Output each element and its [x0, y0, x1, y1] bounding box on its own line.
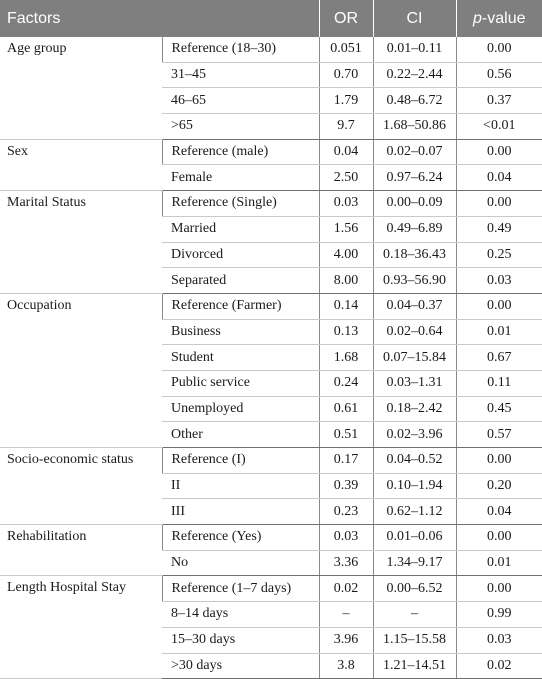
or-cell: 2.50 — [319, 165, 373, 191]
header-p-italic: p — [473, 9, 482, 27]
or-cell: – — [319, 602, 373, 628]
table-row — [0, 448, 542, 474]
subgroup-cell: Reference (Single) — [162, 191, 319, 217]
subgroup-cell: Married — [162, 216, 319, 242]
subgroup-cell: Reference (18–30) — [162, 37, 319, 62]
subgroup-cell: Reference (1–7 days) — [162, 576, 319, 602]
subgroup-cell: III — [162, 499, 319, 525]
p-value-cell: 0.01 — [456, 550, 542, 576]
subgroup-cell: >30 days — [162, 653, 319, 679]
subgroup-cell: Separated — [162, 268, 319, 294]
factor-cell: Rehabilitation — [0, 525, 162, 576]
ci-cell: 0.04–0.52 — [373, 448, 456, 474]
p-value-cell: 0.03 — [456, 627, 542, 653]
subgroup-cell: Reference (male) — [162, 139, 319, 165]
header-p-value — [456, 0, 542, 37]
ci-cell: 0.10–1.94 — [373, 473, 456, 499]
or-cell: 0.051 — [319, 37, 373, 62]
p-value-cell: 0.11 — [456, 370, 542, 396]
p-value-cell: 0.57 — [456, 422, 542, 448]
p-value-cell: 0.00 — [456, 37, 542, 62]
p-value-cell: 0.99 — [456, 602, 542, 628]
factor-cell: Age group — [0, 37, 162, 139]
ci-cell: 0.62–1.12 — [373, 499, 456, 525]
p-value-cell: 0.02 — [456, 653, 542, 679]
subgroup-cell: >65 — [162, 114, 319, 140]
table-row — [0, 139, 542, 165]
or-cell: 3.8 — [319, 653, 373, 679]
factor-cell: Occupation — [0, 293, 162, 447]
ci-cell: 0.07–15.84 — [373, 345, 456, 371]
subgroup-cell: Public service — [162, 370, 319, 396]
p-value-cell: 0.00 — [456, 576, 542, 602]
ci-cell: 0.49–6.89 — [373, 216, 456, 242]
p-value-cell: 0.67 — [456, 345, 542, 371]
ci-cell: 0.01–0.11 — [373, 37, 456, 62]
subgroup-cell: 46–65 — [162, 88, 319, 114]
factor-cell: Marital Status — [0, 191, 162, 294]
or-cell: 0.02 — [319, 576, 373, 602]
ci-cell: 0.00–0.09 — [373, 191, 456, 217]
subgroup-cell: 31–45 — [162, 62, 319, 88]
subgroup-cell: Reference (I) — [162, 448, 319, 474]
p-value-cell: 0.00 — [456, 293, 542, 319]
subgroup-cell: Other — [162, 422, 319, 448]
p-value-cell: 0.20 — [456, 473, 542, 499]
subgroup-cell: 15–30 days — [162, 627, 319, 653]
header-ci: CI — [373, 0, 456, 37]
header-row — [0, 0, 542, 37]
ci-cell: 0.48–6.72 — [373, 88, 456, 114]
or-cell: 0.03 — [319, 191, 373, 217]
p-value-cell: 0.37 — [456, 88, 542, 114]
ci-cell: 0.18–2.42 — [373, 396, 456, 422]
p-value-cell: 0.25 — [456, 242, 542, 268]
ci-cell: 1.68–50.86 — [373, 114, 456, 140]
ci-cell: 0.04–0.37 — [373, 293, 456, 319]
ci-cell: 0.02–0.07 — [373, 139, 456, 165]
subgroup-cell: Reference (Yes) — [162, 525, 319, 551]
table-row — [0, 525, 542, 551]
subgroup-cell: Student — [162, 345, 319, 371]
or-cell: 3.36 — [319, 550, 373, 576]
or-cell: 8.00 — [319, 268, 373, 294]
p-value-cell: 0.56 — [456, 62, 542, 88]
factor-cell: Sex — [0, 139, 162, 190]
subgroup-cell: Business — [162, 319, 319, 345]
factor-cell: Socio-economic status — [0, 448, 162, 525]
or-cell: 0.23 — [319, 499, 373, 525]
ci-cell: – — [373, 602, 456, 628]
or-cell: 0.17 — [319, 448, 373, 474]
or-cell: 1.68 — [319, 345, 373, 371]
or-cell: 0.04 — [319, 139, 373, 165]
factor-cell: Length Hospital Stay — [0, 576, 162, 679]
ci-cell: 1.21–14.51 — [373, 653, 456, 679]
p-value-cell: 0.03 — [456, 268, 542, 294]
p-value-cell: 0.45 — [456, 396, 542, 422]
subgroup-cell: II — [162, 473, 319, 499]
subgroup-cell: No — [162, 550, 319, 576]
ci-cell: 0.00–6.52 — [373, 576, 456, 602]
ci-cell: 0.97–6.24 — [373, 165, 456, 191]
p-value-cell: <0.01 — [456, 114, 542, 140]
p-value-cell: 0.00 — [456, 448, 542, 474]
or-cell: 0.51 — [319, 422, 373, 448]
p-value-cell: 0.49 — [456, 216, 542, 242]
subgroup-cell: Divorced — [162, 242, 319, 268]
or-cell: 3.96 — [319, 627, 373, 653]
p-value-cell: 0.00 — [456, 191, 542, 217]
table-row — [0, 191, 542, 217]
or-cell: 0.14 — [319, 293, 373, 319]
ci-cell: 0.22–2.44 — [373, 62, 456, 88]
subgroup-cell: 8–14 days — [162, 602, 319, 628]
subgroup-cell: Reference (Farmer) — [162, 293, 319, 319]
or-cell: 0.03 — [319, 525, 373, 551]
header-p-rest: -value — [481, 9, 526, 27]
or-cell: 0.39 — [319, 473, 373, 499]
or-cell: 0.24 — [319, 370, 373, 396]
or-cell: 4.00 — [319, 242, 373, 268]
ci-cell: 0.18–36.43 — [373, 242, 456, 268]
p-value-cell: 0.04 — [456, 499, 542, 525]
table-body — [0, 37, 542, 679]
table-row — [0, 293, 542, 319]
ci-cell: 0.03–1.31 — [373, 370, 456, 396]
header-or: OR — [319, 0, 373, 37]
p-value-cell: 0.00 — [456, 139, 542, 165]
or-cell: 1.79 — [319, 88, 373, 114]
p-value-cell: 0.04 — [456, 165, 542, 191]
p-value-cell: 0.01 — [456, 319, 542, 345]
ci-cell: 0.02–0.64 — [373, 319, 456, 345]
table-row — [0, 37, 542, 62]
ci-cell: 0.01–0.06 — [373, 525, 456, 551]
p-value-cell: 0.00 — [456, 525, 542, 551]
subgroup-cell: Unemployed — [162, 396, 319, 422]
table-row — [0, 576, 542, 602]
ci-cell: 1.15–15.58 — [373, 627, 456, 653]
or-cell: 0.61 — [319, 396, 373, 422]
header-factors: Factors — [0, 0, 319, 37]
or-cell: 9.7 — [319, 114, 373, 140]
ci-cell: 1.34–9.17 — [373, 550, 456, 576]
or-cell: 0.13 — [319, 319, 373, 345]
ci-cell: 0.02–3.96 — [373, 422, 456, 448]
or-cell: 1.56 — [319, 216, 373, 242]
ci-cell: 0.93–56.90 — [373, 268, 456, 294]
or-cell: 0.70 — [319, 62, 373, 88]
subgroup-cell: Female — [162, 165, 319, 191]
